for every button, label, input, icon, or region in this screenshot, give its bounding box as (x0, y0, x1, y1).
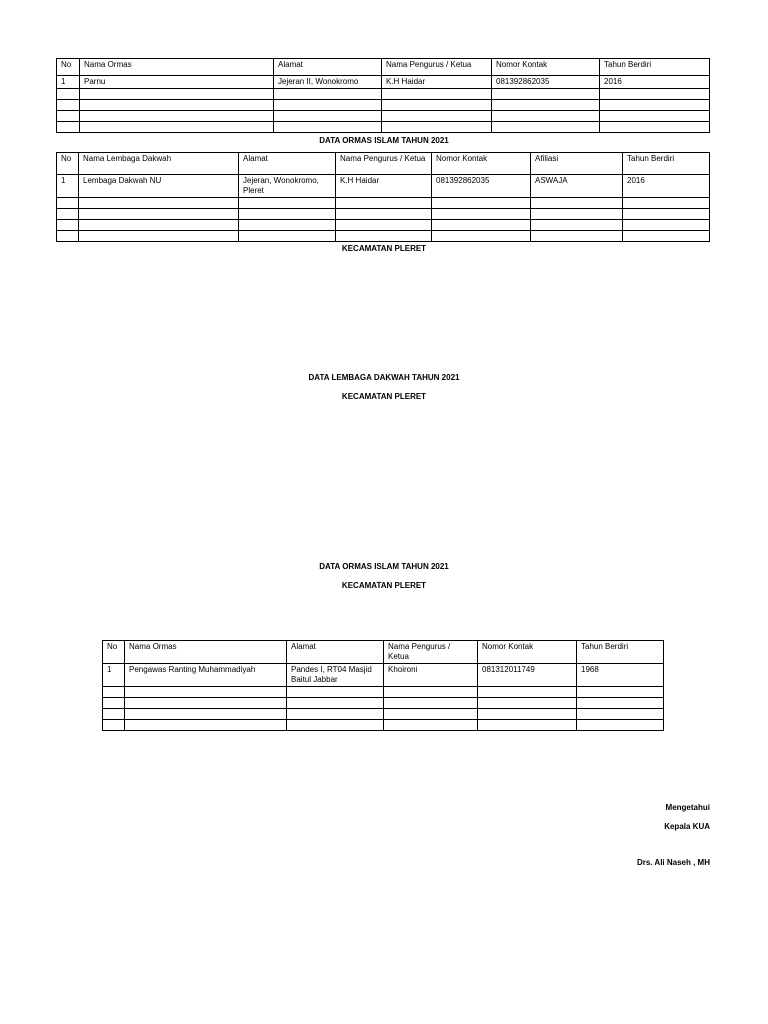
cell-nama-pengurus: Khoironi (384, 664, 478, 687)
empty-row (57, 220, 710, 231)
signature-mengetahui: Mengetahui (665, 803, 710, 812)
empty-row (103, 687, 664, 698)
cell-nama-pengurus: K.H Haidar (336, 175, 432, 198)
header-alamat: Alamat (239, 153, 336, 175)
signature-name: Drs. Ali Naseh , MH (636, 858, 710, 867)
header-nama-pengurus: Nama Pengurus / Ketua (382, 59, 492, 76)
header-alamat: Alamat (274, 59, 382, 76)
ormas-table-top (56, 58, 710, 133)
table-row (57, 175, 710, 198)
empty-row (103, 720, 664, 731)
ormas-table-bottom (102, 640, 664, 731)
title-kecamatan-pleret: KECAMATAN PLERET (341, 244, 427, 253)
header-no: No (57, 59, 80, 76)
signature-title: Kepala KUA (664, 822, 710, 831)
cell-no: 1 (57, 175, 79, 198)
title-data-lembaga-dakwah: DATA LEMBAGA DAKWAH TAHUN 2021 (308, 373, 460, 382)
cell-nomor-kontak: 081392862035 (492, 76, 600, 89)
header-alamat: Alamat (287, 641, 384, 664)
header-tahun-berdiri: Tahun Berdiri (577, 641, 664, 664)
header-nama-pengurus: Nama Pengurus / Ketua (336, 153, 432, 175)
cell-nama-ormas: Pengawas Ranting Muhammadiyah (125, 664, 287, 687)
cell-nomor-kontak: 081392862035 (432, 175, 531, 198)
empty-row (57, 231, 710, 242)
header-nomor-kontak: Nomor Kontak (492, 59, 600, 76)
table-row (57, 76, 710, 89)
table-header-row (103, 641, 664, 664)
header-no: No (57, 153, 79, 175)
empty-row (57, 89, 710, 100)
lembaga-dakwah-table (56, 152, 710, 242)
cell-alamat: Jejeran, Wonokromo, Pleret (239, 175, 336, 198)
empty-row (57, 100, 710, 111)
header-tahun-berdiri: Tahun Berdiri (600, 59, 710, 76)
cell-alamat: Jejeran II, Wonokromo (274, 76, 382, 89)
empty-row (57, 122, 710, 133)
cell-nama-pengurus: K.H Haidar (382, 76, 492, 89)
empty-row (57, 198, 710, 209)
header-nama-pengurus: Nama Pengurus / Ketua (384, 641, 478, 664)
cell-no: 1 (103, 664, 125, 687)
header-afiliasi: Afiliasi (531, 153, 623, 175)
cell-no: 1 (57, 76, 80, 89)
title-kecamatan-pleret-2: KECAMATAN PLERET (341, 392, 427, 401)
table-header-row (57, 59, 710, 76)
cell-nama-ormas: Parnu (80, 76, 274, 89)
cell-tahun-berdiri: 1968 (577, 664, 664, 687)
title-kecamatan-pleret-3: KECAMATAN PLERET (341, 581, 427, 590)
table-header-row (57, 153, 710, 175)
header-nama-ormas: Nama Ormas (125, 641, 287, 664)
cell-nomor-kontak: 081312011749 (478, 664, 577, 687)
title-data-ormas-islam-2: DATA ORMAS ISLAM TAHUN 2021 (319, 562, 449, 571)
header-tahun-berdiri: Tahun Berdiri (623, 153, 710, 175)
table-row (103, 664, 664, 687)
cell-alamat: Pandes I, RT04 Masjid Baitul Jabbar (287, 664, 384, 687)
header-nama-lembaga: Nama Lembaga Dakwah (79, 153, 239, 175)
header-no: No (103, 641, 125, 664)
cell-tahun-berdiri: 2016 (600, 76, 710, 89)
cell-nama-lembaga: Lembaga Dakwah NU (79, 175, 239, 198)
header-nama-ormas: Nama Ormas (80, 59, 274, 76)
empty-row (103, 709, 664, 720)
cell-tahun-berdiri: 2016 (623, 175, 710, 198)
empty-row (103, 698, 664, 709)
cell-afiliasi: ASWAJA (531, 175, 623, 198)
header-nomor-kontak: Nomor Kontak (432, 153, 531, 175)
header-nomor-kontak: Nomor Kontak (478, 641, 577, 664)
title-data-ormas-islam: DATA ORMAS ISLAM TAHUN 2021 (319, 136, 449, 145)
empty-row (57, 209, 710, 220)
empty-row (57, 111, 710, 122)
